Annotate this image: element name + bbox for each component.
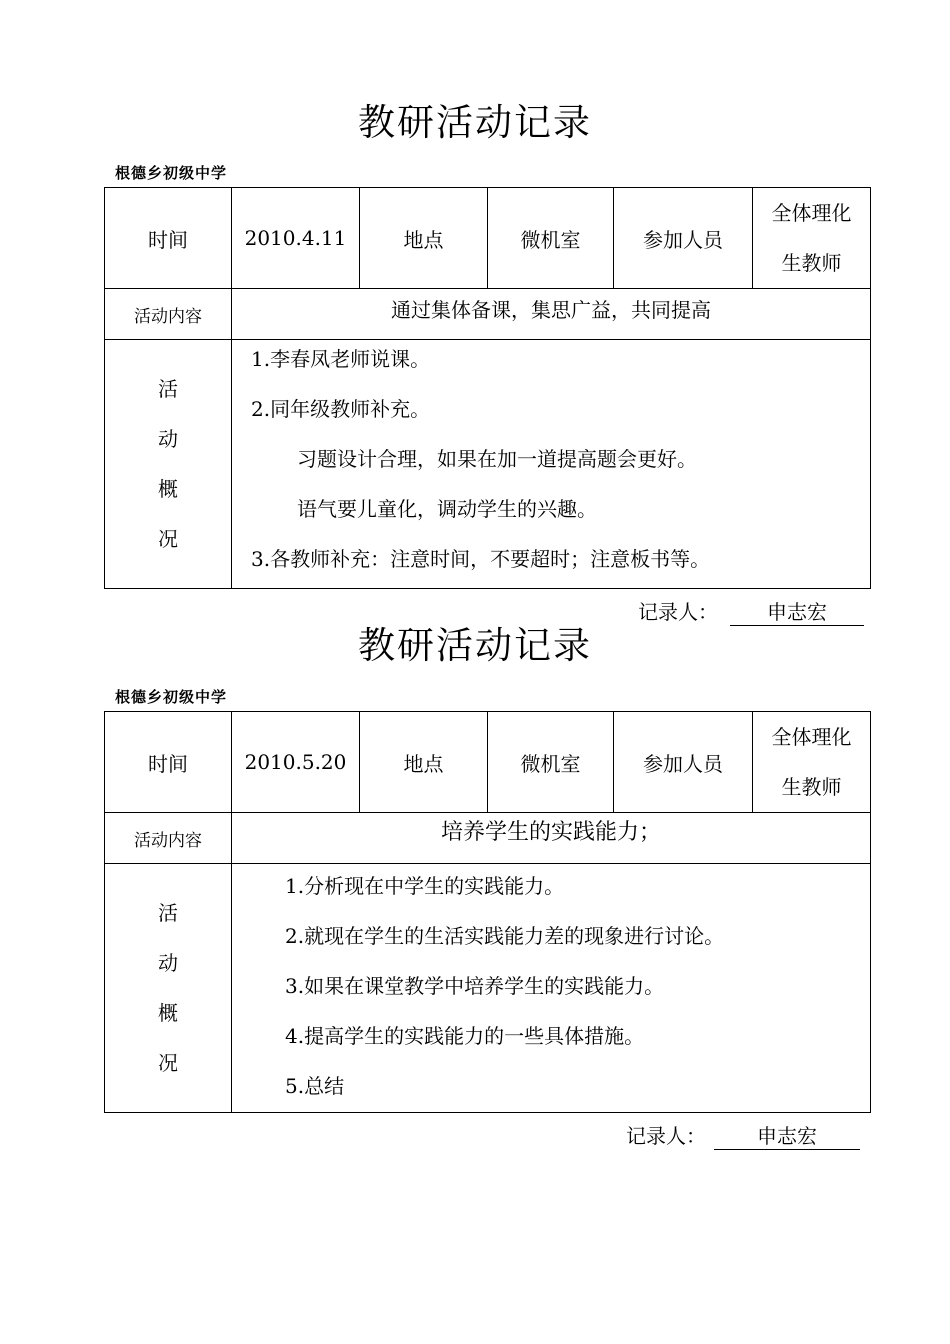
recorder-name: 申志宏 <box>714 1123 860 1150</box>
overview-line: 习题设计合理，如果在加一道提高题会更好。 <box>297 447 697 471</box>
participants-value <box>753 712 871 813</box>
recorder-label: 记录人： <box>626 1124 706 1148</box>
overview-line: 1.李春凤老师说课。 <box>251 347 431 371</box>
content-label: 活动内容 <box>105 813 232 864</box>
recorder-name: 申志宏 <box>730 599 864 626</box>
participants-label: 参加人员 <box>614 712 753 813</box>
place-label: 地点 <box>360 712 488 813</box>
overview-label-char: 活 <box>158 377 178 401</box>
place-value: 微机室 <box>488 712 614 813</box>
overview-label <box>105 340 232 589</box>
participants-value-line: 生教师 <box>781 251 842 275</box>
participants-label: 参加人员 <box>614 188 753 289</box>
overview-line: 3.各教师补充：注意时间，不要超时；注意板书等。 <box>251 547 711 571</box>
overview-line: 5.总结 <box>285 1074 345 1098</box>
overview-label-char: 概 <box>158 477 178 501</box>
overview-content <box>232 864 871 1113</box>
record-2-title: 教研活动记录 <box>358 624 592 667</box>
recorder-label: 记录人： <box>638 600 718 624</box>
record-2-recorder <box>626 1120 860 1150</box>
overview-line: 3.如果在课堂教学中培养学生的实践能力。 <box>285 974 665 998</box>
overview-label-char: 动 <box>158 951 178 975</box>
time-label: 时间 <box>105 712 232 813</box>
record-1-title: 教研活动记录 <box>358 101 592 144</box>
content-value: 通过集体备课，集思广益，共同提高 <box>232 289 871 340</box>
content-label: 活动内容 <box>105 289 232 340</box>
overview-label <box>105 864 232 1113</box>
content-value: 培养学生的实践能力； <box>232 813 871 864</box>
overview-line: 2.就现在学生的生活实践能力差的现象进行讨论。 <box>285 924 725 948</box>
overview-label-char: 动 <box>158 427 178 451</box>
overview-line: 2.同年级教师补充。 <box>251 397 431 421</box>
overview-label-char: 况 <box>158 527 178 551</box>
overview-line: 1.分析现在中学生的实践能力。 <box>285 874 565 898</box>
place-value: 微机室 <box>488 188 614 289</box>
place-label: 地点 <box>360 188 488 289</box>
record-2-school-name: 根德乡初级中学 <box>115 688 228 706</box>
time-label: 时间 <box>105 188 232 289</box>
participants-value-line: 全体理化 <box>771 725 852 749</box>
record-1-table <box>104 187 871 589</box>
participants-value-line: 全体理化 <box>771 201 852 225</box>
record-1-recorder <box>638 596 864 626</box>
overview-label-char: 概 <box>158 1001 178 1025</box>
time-value: 2010.4.11 <box>232 188 360 289</box>
record-1-school-name: 根德乡初级中学 <box>115 164 228 182</box>
time-value: 2010.5.20 <box>232 712 360 813</box>
overview-label-char: 况 <box>158 1051 178 1075</box>
overview-line: 语气要儿童化，调动学生的兴趣。 <box>297 497 597 521</box>
record-2-table <box>104 711 871 1113</box>
participants-value <box>753 188 871 289</box>
overview-label-char: 活 <box>158 901 178 925</box>
participants-value-line: 生教师 <box>781 775 842 799</box>
overview-line: 4.提高学生的实践能力的一些具体措施。 <box>285 1024 645 1048</box>
overview-content <box>232 340 871 589</box>
